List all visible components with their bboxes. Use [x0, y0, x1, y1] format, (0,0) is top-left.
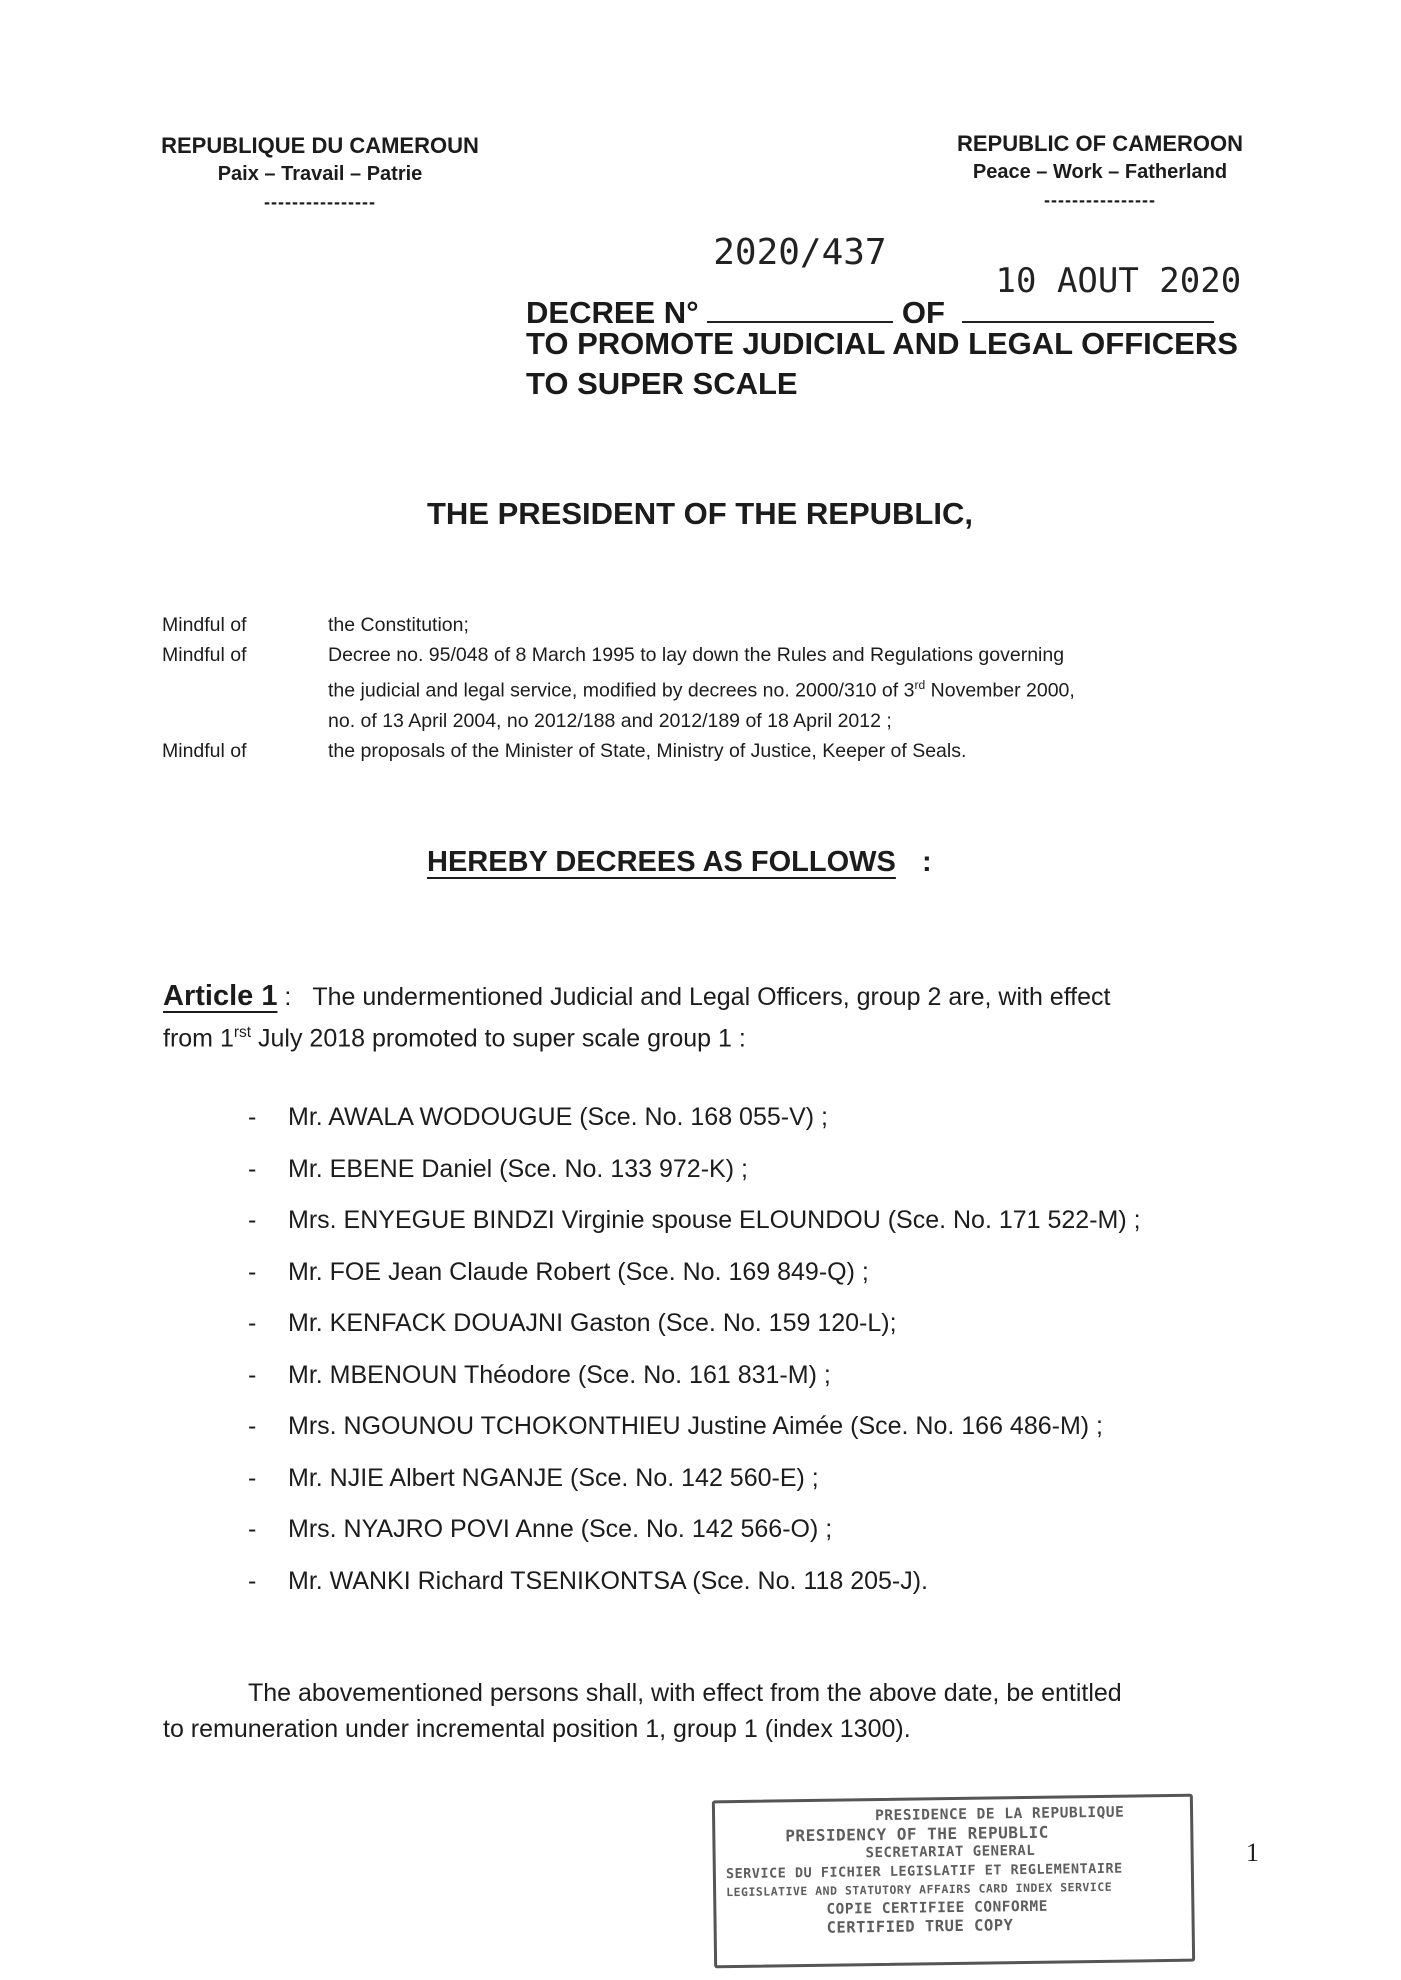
- decree-date-field: [962, 261, 1242, 323]
- decree-date: 10 AOUT 2020: [995, 261, 1242, 301]
- header-left-country: REPUBLIQUE DU CAMEROUN: [161, 133, 479, 158]
- decree-title-line1: TO PROMOTE JUDICIAL AND LEGAL OFFICERS: [526, 326, 1238, 361]
- list-item: [248, 1514, 1298, 1566]
- officer-entry: Mrs. NYAJRO POVI Anne (Sce. No. 142 566-O) ;: [288, 1515, 833, 1543]
- list-item: [248, 1308, 1298, 1360]
- header-right: [900, 130, 1300, 214]
- officer-entry: Mr. KENFACK DOUAJNI Gaston (Sce. No. 159 120-L);: [288, 1309, 897, 1337]
- list-item: [248, 1566, 1298, 1618]
- mindful-section: [162, 610, 1282, 766]
- officer-entry: Mrs. ENYEGUE BINDZI Virginie spouse ELOUNDOU (Sce. No. 171 522-M) ;: [288, 1206, 1141, 1234]
- list-item: [248, 1102, 1298, 1154]
- bullet: -: [248, 1463, 257, 1492]
- header-left: [120, 132, 520, 216]
- header-right-motto: Peace – Work – Fatherland: [972, 161, 1228, 183]
- stamp-line: PRESIDENCY OF THE REPUBLIC: [785, 1822, 1049, 1845]
- header-left-motto: Paix – Travail – Patrie: [217, 163, 423, 185]
- mindful-text: [328, 610, 469, 640]
- officers-list: [248, 1102, 1298, 1617]
- decrees-heading-text: HEREBY DECREES AS FOLLOWS: [427, 846, 896, 878]
- article-1-text-line2: from $1^{rst}$ July 2018 promoted to super scale group 1 :: [163, 1024, 746, 1053]
- stamp-line: PRESIDENCE DE LA REPUBLIQUE: [874, 1804, 1125, 1825]
- officer-entry: Mr. MBENOUN Théodore (Sce. No. 161 831-M) ;: [288, 1360, 831, 1389]
- bullet: -: [248, 1515, 257, 1543]
- mindful-row: [162, 736, 1282, 766]
- officer-entry: Mr. WANKI Richard TSENIKONTSA (Sce. No. 118 205-J).: [288, 1566, 929, 1595]
- mindful-line: no. of 13 April 2004, no 2012/188 and 2012/189 of 18 April 2012 ;: [328, 709, 892, 732]
- stamp-line: CERTIFIED TRUE COPY: [826, 1916, 1014, 1937]
- mindful-text: [328, 640, 1075, 736]
- list-item: [248, 1360, 1298, 1412]
- decree-label: DECREE N°: [526, 295, 699, 330]
- header-left-divider: ----------------: [264, 192, 376, 212]
- list-item: [248, 1463, 1298, 1515]
- decree-of-label: OF: [901, 295, 945, 330]
- mindful-label: Mindful of: [162, 644, 247, 666]
- mindful-line: the proposals of the Minister of State, Ministry of Justice, Keeper of Seals.: [328, 739, 967, 762]
- closing-line2: to remuneration under incremental position 1, group 1 (index 1300).: [163, 1715, 911, 1743]
- decree-title-line2: TO SUPER SCALE: [526, 366, 798, 401]
- mindful-label: Mindful of: [162, 739, 247, 762]
- bullet: -: [248, 1309, 257, 1337]
- list-item: [248, 1257, 1298, 1309]
- certified-copy-stamp: [712, 1794, 1195, 1969]
- officer-entry: Mr. FOE Jean Claude Robert (Sce. No. 169 849-Q) ;: [288, 1257, 869, 1286]
- article-1-line1: [163, 978, 1293, 1015]
- stamp-line: LEGISLATIVE AND STATUTORY AFFAIRS CARD INDEX SERVICE: [726, 1879, 1113, 1900]
- list-item: [248, 1154, 1298, 1206]
- stamp-line: SERVICE DU FICHIER LEGISLATIF ET REGLEMENTAIRE: [725, 1860, 1123, 1882]
- article-1: [163, 978, 1293, 1056]
- president-heading: THE PRESIDENT OF THE REPUBLIC,: [427, 496, 973, 531]
- article-1-label: Article 1: [163, 980, 278, 1012]
- mindful-line: the judicial and legal service, modified by decrees no. 2000/310 of 3rd November 2000,: [328, 678, 1075, 702]
- officer-entry: Mrs. NGOUNOU TCHOKONTHIEU Justine Aimée (Sce. No. 166 486-M) ;: [288, 1412, 1104, 1440]
- mindful-line: the Constitution;: [328, 614, 469, 636]
- page-number: 1: [1246, 1838, 1259, 1867]
- stamp-line: COPIE CERTIFIEE CONFORME: [826, 1898, 1048, 1918]
- bullet: -: [248, 1360, 257, 1389]
- bullet: -: [248, 1154, 257, 1183]
- bullet: -: [248, 1103, 257, 1131]
- mindful-row: [162, 610, 1282, 640]
- bullet: -: [248, 1257, 257, 1286]
- mindful-label: Mindful of: [162, 614, 247, 636]
- closing-paragraph: [163, 1675, 1293, 1747]
- decree-number: 2020/437: [713, 232, 887, 273]
- article-1-text-line1: The undermentioned Judicial and Legal Officers, group 2 are, with effect: [312, 983, 1111, 1011]
- list-item: [248, 1411, 1298, 1463]
- officer-entry: Mr. EBENE Daniel (Sce. No. 133 972-K) ;: [288, 1154, 748, 1183]
- mindful-text: [328, 736, 966, 766]
- bullet: -: [248, 1566, 257, 1595]
- mindful-line: Decree no. 95/048 of 8 March 1995 to lay down the Rules and Regulations governing: [328, 644, 1065, 666]
- stamp-line: SECRETARIAT GENERAL: [865, 1842, 1036, 1862]
- article-1-colon: :: [284, 983, 292, 1011]
- decrees-heading-colon: :: [921, 846, 932, 878]
- decree-title: [526, 324, 1238, 404]
- bullet: -: [248, 1412, 257, 1440]
- decrees-heading: [427, 846, 932, 879]
- mindful-row: [162, 640, 1282, 736]
- header-right-divider: ----------------: [1044, 190, 1156, 210]
- closing-line1: The abovementioned persons shall, with effect from the above date, be entitled: [248, 1679, 1122, 1707]
- officer-entry: Mr. AWALA WODOUGUE (Sce. No. 168 055-V) ;: [288, 1103, 828, 1131]
- bullet: -: [248, 1206, 257, 1234]
- officer-entry: Mr. NJIE Albert NGANJE (Sce. No. 142 560-E) ;: [288, 1463, 819, 1492]
- header-right-country: REPUBLIC OF CAMEROON: [957, 131, 1243, 156]
- decree-number-field: [707, 232, 893, 323]
- list-item: [248, 1205, 1298, 1257]
